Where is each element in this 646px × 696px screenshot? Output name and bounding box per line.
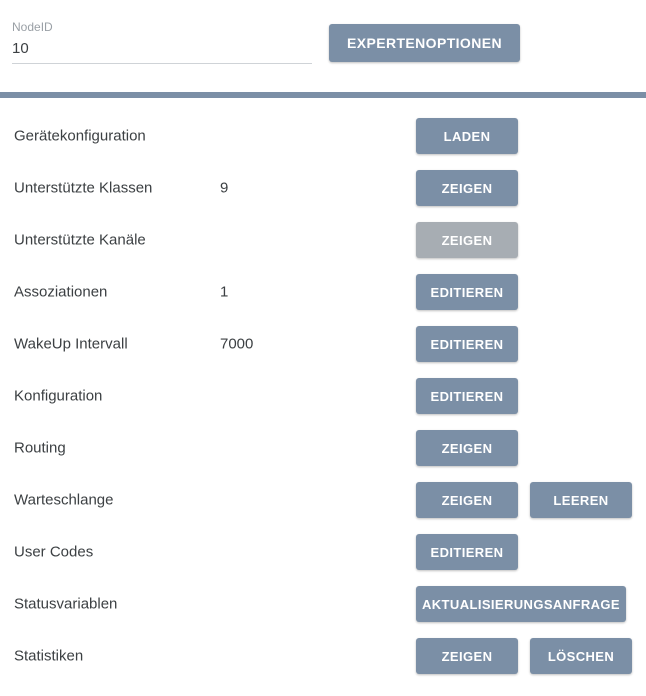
- settings-row-label: Unterstützte Klassen: [14, 179, 153, 197]
- settings-row-actions: [416, 534, 518, 570]
- settings-row-label: Assoziationen: [14, 283, 108, 301]
- settings-row-label: Konfiguration: [14, 387, 103, 405]
- nodeid-label: NodeID: [12, 20, 53, 34]
- settings-row-value: 7000: [220, 335, 254, 353]
- settings-row: [0, 578, 646, 630]
- row-action-button[interactable]: LÖSCHEN: [530, 638, 632, 674]
- settings-row-label: Unterstützte Kanäle: [14, 231, 146, 249]
- row-action-button[interactable]: LADEN: [416, 118, 518, 154]
- settings-row-actions: [416, 326, 518, 362]
- settings-row: [0, 474, 646, 526]
- settings-row: [0, 370, 646, 422]
- row-action-button[interactable]: ZEIGEN: [416, 638, 518, 674]
- settings-row-label: Warteschlange: [14, 491, 114, 509]
- expert-options-button[interactable]: EXPERTENOPTIONEN: [329, 24, 520, 62]
- settings-row-actions: [416, 482, 632, 518]
- settings-row: [0, 630, 646, 682]
- row-action-button[interactable]: EDITIEREN: [416, 326, 518, 362]
- nodeid-field: [12, 20, 312, 64]
- row-action-button[interactable]: EDITIEREN: [416, 274, 518, 310]
- row-action-button[interactable]: EDITIEREN: [416, 534, 518, 570]
- settings-row: [0, 318, 646, 370]
- settings-row-actions: [416, 170, 518, 206]
- settings-row-actions: [416, 430, 518, 466]
- section-divider: [0, 92, 646, 98]
- settings-row-label: Routing: [14, 439, 66, 457]
- settings-row: [0, 422, 646, 474]
- row-action-button[interactable]: AKTUALISIERUNGSANFRAGE: [416, 586, 626, 622]
- row-action-button: ZEIGEN: [416, 222, 518, 258]
- settings-row-actions: [416, 638, 632, 674]
- settings-row-label: Statistiken: [14, 647, 84, 665]
- row-action-button[interactable]: EDITIEREN: [416, 378, 518, 414]
- settings-row-actions: [416, 274, 518, 310]
- settings-row-label: WakeUp Intervall: [14, 335, 128, 353]
- settings-row-value: 1: [220, 283, 229, 301]
- row-action-button[interactable]: ZEIGEN: [416, 430, 518, 466]
- nodeid-input[interactable]: [12, 40, 312, 64]
- settings-row: [0, 214, 646, 266]
- settings-row-label: Statusvariablen: [14, 595, 118, 613]
- settings-row: [0, 266, 646, 318]
- settings-row-value: 9: [220, 179, 229, 197]
- settings-row-actions: [416, 118, 518, 154]
- settings-row-list: [0, 110, 646, 682]
- settings-row: [0, 162, 646, 214]
- top-toolbar: [0, 0, 646, 90]
- settings-row-label: Gerätekonfiguration: [14, 127, 146, 145]
- settings-row-actions: [416, 222, 518, 258]
- settings-row-actions: [416, 378, 518, 414]
- row-action-button[interactable]: ZEIGEN: [416, 170, 518, 206]
- settings-row-label: User Codes: [14, 543, 94, 561]
- settings-row: [0, 526, 646, 578]
- row-action-button[interactable]: LEEREN: [530, 482, 632, 518]
- settings-row: [0, 110, 646, 162]
- row-action-button[interactable]: ZEIGEN: [416, 482, 518, 518]
- settings-row-actions: [416, 586, 626, 622]
